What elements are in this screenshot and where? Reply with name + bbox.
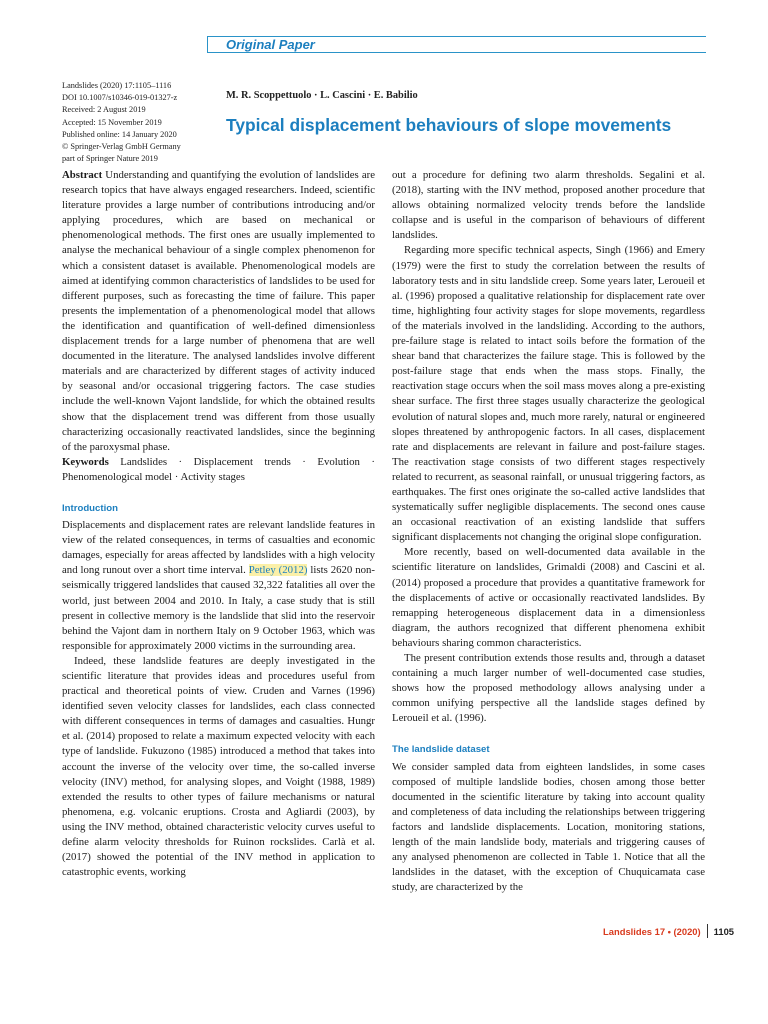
intro-paragraph-2: Indeed, these landslide features are deeply investigated in the scientific literature that provides ideas and procedures useful from practical and theoretical points of view. Cruden and Varnes (1996) identified seven velocity classes for landslides, each class connected with different consequences in terms of damages and casualties. Hungr et al. (2014) proposed to relate a maximum expected velocity with each type of landslide. Fukuzono (1985) introduced a method that takes into account the inverse of the velocity over time, the so-called inverse velocity (INV) method, for analysing slopes, and Voight (1988, 1989) extended the results to other types of failure mechanisms or natural phenomena, e.g. volcanic eruptions. Crosta and Agliardi (2003), by using the INV method, obtained characteristic velocity curves useful to define alarm velocity thresholds for Ruinon rockslides. Carlà et al. (2017) showed the potential of the INV method in application to catastrophic events, working <box>62 654 375 879</box>
page-footer <box>603 924 734 938</box>
intro-paragraph-4: Regarding more specific technical aspects, Singh (1966) and Emery (1979) were the first to study the correlation between the results of laboratory tests and in situ landslide creep. Some years later, Leroueil et al. (1996) proposed a qualitative relationship for displacement rate over time, highlighting four activity stages for slope movements, regardless of the materials involved in the landsliding. According to the authors, pre-failure stage is related to intact soils before the formation of the shear band that characterizes the failure stage. This is followed by the post-failure stage that ends when the mass stops. Finally, the reactivation stage occurs when the soil mass moves along a pre-existing shear surface. The first three stages usually characterize the geological evolution of natural slopes and, much more rarely, natural or engineered slopes threatened by anthropogenic factors. In all cases, displacement rate and displacements are relevant in failure and post-failure stages. The reactivation stage consists of two different stages respectively related to recurrent, as seasonal rainfall, or unusual triggering factors, as earthquakes. The first ones originate the so-called active landslides that systematically suffer negligible displacements. The second ones cause an occasional reactivation of an existing landslide that suffers significant displacements not changing the original slope configuration. <box>392 244 705 544</box>
intro-p1-text-b: lists 2620 non-seismically triggered landslides that caused 32,322 fatalities all over the world, just between 2004 and 2010. In Italy, a case study that is still present in collective memory is the landslide that slid into the reservoir behind the Vajont dam in northern Italy on 9 October 1963, which was responsible for approximately 2000 victims in the surrounding area. <box>62 564 375 652</box>
dataset-paragraph-1: We consider sampled data from eighteen landslides, in some cases composed of multiple landslide bodies, chosen among those better documented in the scientific literature by taking into account quality and completeness of data including the relationships between triggering factors and landslide displacements. Location, monitoring stations, length of the main landslide body, materials and triggering causes of any analysed phenomenon are collected in Table 1. Notice that all the landslides in the dataset, with the exception of Chuquicamata case study, are characterized by the <box>392 760 705 894</box>
keywords <box>62 455 375 485</box>
article-title: Typical displacement behaviours of slope movements <box>226 115 672 135</box>
left-column <box>62 168 375 880</box>
intro-paragraph-1 <box>62 518 375 654</box>
meta-received: Received: 2 August 2019 <box>62 105 146 115</box>
intro-paragraph-3: out a procedure for defining two alarm thresholds. Segalini et al. (2018), starting with the INV method, proposed another procedure that allows obtaining normalized velocity trends before the landslide collapse and is useful in the comparison of behaviours of different landslides. <box>392 169 705 242</box>
intro-paragraph-6: The present contribution extends those results and, through a dataset containing a much larger number of well-documented case studies, shows how the proposed methodology allows analysing under a common unifying perspective all the landslide stages defined by Leroueil et al. (1996). <box>392 652 705 725</box>
meta-publisher: part of Springer Nature 2019 <box>62 154 158 164</box>
authors: M. R. Scoppettuolo · L. Cascini · E. Babilio <box>226 90 418 101</box>
page-number: 1105 <box>713 926 734 937</box>
footer-separator <box>707 924 708 938</box>
meta-published: Published online: 14 January 2020 <box>62 129 177 139</box>
article-meta <box>62 80 212 165</box>
keywords-label: Keywords <box>62 455 109 468</box>
header-rule-bottom <box>207 52 706 53</box>
meta-doi: DOI 10.1007/s10346-019-01327-z <box>62 93 178 103</box>
section-heading-introduction: Introduction <box>62 502 118 514</box>
footer-journal: Landslides 17 • (2020) <box>603 926 701 937</box>
section-heading-dataset: The landslide dataset <box>392 744 490 756</box>
meta-copyright: © Springer-Verlag GmbH Germany <box>62 142 181 152</box>
header-tick <box>207 36 208 52</box>
article-type-label: Original Paper <box>226 37 315 52</box>
intro-p1-text-a: Displacements and displacement rates are relevant landslide features in view of the related consequences, in terms of casualties and economic damages, especially for areas affected by landslides with a high velocity and long runout over a short time interval. <box>62 519 375 577</box>
intro-paragraph-5: More recently, based on well-documented data available in the scientific literature on landslides, Grimaldi (2008) and Cascini et al. (2014) proposed a procedure that provides a quantitative framework for the displacements of active or occasionally reactivated landslides. By remapping heterogeneous displacement data in a dimensionless diagram, the authors recognized that different phenomena exhibit behaviours sharing common characteristics. <box>392 546 705 649</box>
abstract <box>62 168 375 455</box>
abstract-text: Understanding and quantifying the evolution of landslides are research topics that have always engaged researchers. Indeed, scientific literature provides a large number of contributions introducing and/or applying procedures, which are based on mechanical or phenomenological methods. The first ones are usually implemented to analyse the mechanical behaviour of a single complex phenomenon for which a consistent dataset is available. Phenomenological models are aimed at identifying common characteristics of landslides to be used for different purposes, such as forecasting the time of failure. This paper presents the implementation of a phenomenological model that allows the identification and quantification of well-defined dimensionless displacement trends for a large number of phenomena that are well documented in the literature. The analysed landslides involve different materials and are characterized by different stages of activity induced by seasonal and/or occasional triggering factors. The case studies include the well-known Vajont landslide, for which the obtained results show that the displacement trend was different from those usually characterizing occasionally reactivated landslides, since the beginning of the paroxysmal phase. <box>62 169 375 453</box>
meta-accepted: Accepted: 15 November 2019 <box>62 117 162 127</box>
right-column <box>392 168 705 895</box>
keywords-text: Landslides · Displacement trends · Evolution · Phenomenological model · Activity stages <box>62 455 376 483</box>
citation-link-petley[interactable]: Petley (2012) <box>248 564 308 577</box>
meta-citation: Landslides (2020) 17:1105–1116 <box>62 81 172 90</box>
abstract-label: Abstract <box>62 169 103 181</box>
